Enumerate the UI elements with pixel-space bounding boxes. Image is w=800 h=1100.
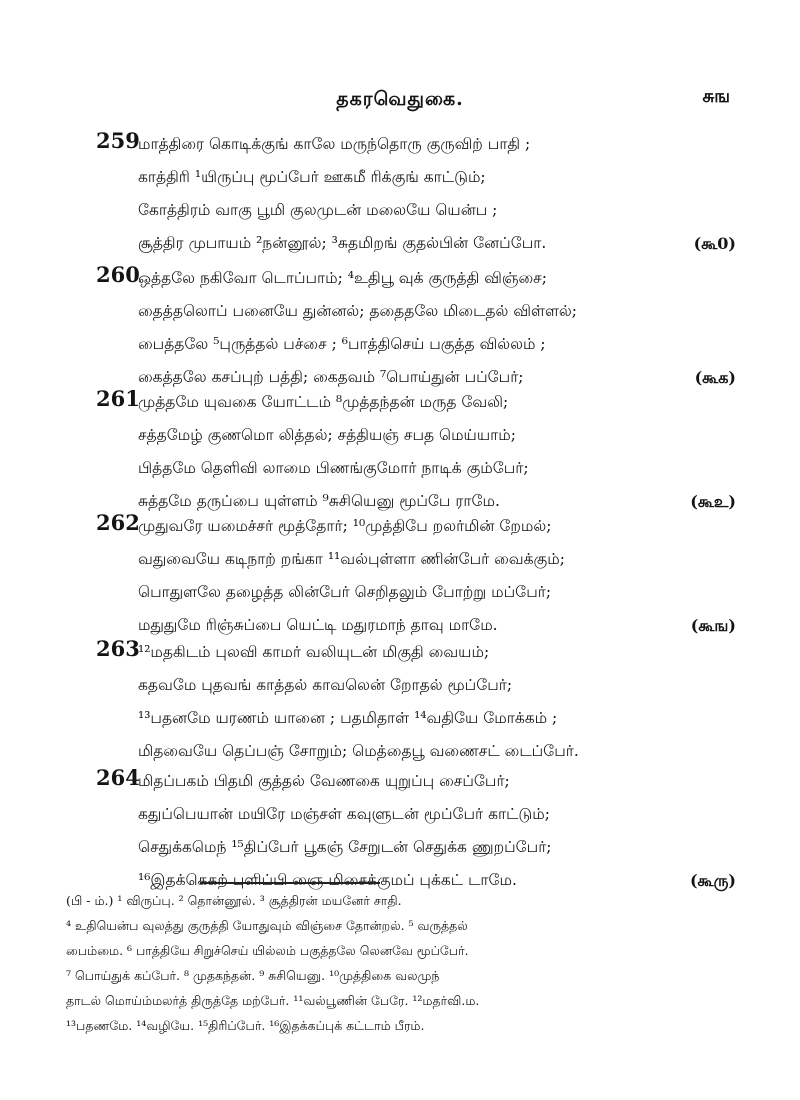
verse-line: பைத்தலே ⁵புருத்தல் பச்சை ; ⁶பாத்திசெய் பகுத்த வில்லம் ; bbox=[138, 335, 546, 353]
verse-line: கதுப்பெயான் மயிரே மஞ்சள் கவுளுடன் மூப்பேர் காட்டும்; bbox=[138, 805, 550, 823]
verse-line: சத்தமேழ் குணமொ லித்தல்; சத்தியஞ் சபத மெய்யாம்; bbox=[138, 426, 516, 444]
verse-line-text: மதுதுமே ரிஞ்சுப்பை யெட்டி மதுரமாந் தாவு மாமே. bbox=[138, 616, 498, 634]
verse-line: முதுவரே யமைச்சர் மூத்தோர்; ¹⁰முத்திபே றலர்மின் றேமல்; bbox=[138, 517, 552, 535]
verse-line: மிதப்பகம் பிதமி குத்தல் வேணகை யுறுப்பு சைப்பேர்; bbox=[138, 772, 510, 790]
verse-number: 263 bbox=[96, 636, 140, 661]
verse-number: 260 bbox=[96, 262, 140, 287]
footnotes bbox=[66, 888, 756, 1038]
verse-line: வதுவையே கடிநாற் றங்கா ¹¹வல்புள்ளா ணின்பேர் வைக்கும்; bbox=[138, 550, 565, 568]
verse-264 bbox=[96, 765, 736, 897]
verse-line-text: சுத்தமே தருப்பை யுள்ளம் ⁹சுசியெனு மூப்பே ராமே. bbox=[138, 492, 500, 510]
verse-number: 264 bbox=[96, 765, 140, 790]
footnote-line: தாடல் மொய்ம்மலர்த் திருத்தே மற்பேர். ¹¹வல்பூணின் பேரே. ¹²மதர்வி.ம. bbox=[66, 993, 480, 1008]
footnote-line: பைம்மை. ⁶ பாத்தியே சிறுச்செய் யில்லம் பகுத்தலே லெனவே மூப்பேர். bbox=[66, 943, 469, 958]
verse-line-text: மிதவையே தெப்பஞ் சோறும்; மெத்தைபூ வணைசட் டைப்பேர். bbox=[138, 742, 579, 760]
verse-line: ¹³பதனமே யரணம் யானை ; பதமிதாள் ¹⁴வதியே மோக்கம் ; bbox=[138, 709, 558, 727]
page-number: சுங bbox=[702, 86, 730, 107]
verse-line: ¹²மதகிடம் புலவி காமர் வலியுடன் மிகுதி வையம்; bbox=[138, 643, 490, 661]
verse-261 bbox=[96, 386, 736, 518]
verse-line-text: சூத்திர முபாயம் ²நன்னூல்; ³சுதமிறங் குதல்பின் னேப்போ. bbox=[138, 234, 547, 252]
verse-end-mark: (கூ0) bbox=[693, 234, 736, 253]
verse-line-last bbox=[138, 735, 736, 768]
verse-line: கோத்திரம் வாகு பூமி குலமுடன் மலையே யென்ப ; bbox=[138, 201, 498, 219]
verse-end-mark: (கூக) bbox=[694, 368, 736, 387]
footnote-line: (பி - ம்.) ¹ விருப்பு. ² தொன்னூல். ³ சூத்திரன் மயனேர் சாதி. bbox=[66, 893, 402, 908]
verse-number: 259 bbox=[96, 128, 140, 153]
verse-line: பித்தமே தெளிவி லாமை பிணங்குமோர் நாடிக் கும்பேர்; bbox=[138, 459, 529, 477]
verse-line: பொதுளலே தழைத்த லின்பேர் செறிதலும் போற்று மப்பேர்; bbox=[138, 583, 552, 601]
verse-end-mark: (கூங) bbox=[690, 616, 736, 635]
verse-line: செதுக்கமெந் ¹⁵திப்பேர் பூகஞ் சேறுடன் செதுக்க ணுறப்பேர்; bbox=[138, 838, 552, 856]
footnote-divider bbox=[200, 882, 380, 884]
verse-number: 261 bbox=[96, 386, 140, 411]
verse-line: முத்தமே யுவகை யோட்டம் ⁸முத்தந்தன் மருத வேலி; bbox=[138, 393, 509, 411]
footnote-line: ¹³பதணமே. ¹⁴வழியே. ¹⁵திரிப்பேர். ¹⁶இதக்கப்புக் கட்டாம் பீரம். bbox=[66, 1018, 425, 1033]
verse-line: தைத்தலொப் பனையே துன்னல்; ததைதலே மிடைதல் விள்ளல்; bbox=[138, 302, 578, 320]
verse-260 bbox=[96, 262, 736, 394]
footnote-line: ⁴ உதியென்ப வுலத்து குருத்தி யோதுவும் விஞ்சை தோன்றல். ⁵ வருத்தல் bbox=[66, 918, 468, 933]
verse-262 bbox=[96, 510, 736, 642]
verse-259 bbox=[96, 128, 736, 260]
verse-263 bbox=[96, 636, 736, 768]
verse-line: ஒத்தலே நகிவோ டொப்பாம்; ⁴உதிபூ வுக் குருத்தி விஞ்சை; bbox=[138, 269, 547, 287]
verse-line: காத்திரி ¹யிருப்பு மூப்பேர் ஊகமீ ரிக்குங் காட்டும்; bbox=[138, 168, 486, 186]
verse-line: மாத்திரை கொடிக்குங் காலே மருந்தொரு குருவிற் பாதி ; bbox=[138, 135, 531, 153]
verse-line-text: ¹⁶இதக்கெகற் புளிப்பி ஞை மிசைக்குமப் புக்கட் டாமே. bbox=[138, 871, 517, 889]
verse-line-text: கைத்தலே கசப்புற் பத்தி; கைதவம் ⁷பொய்துன் பப்பேர்; bbox=[138, 368, 524, 386]
page-header-title: தகரவெதுகை. bbox=[336, 88, 464, 110]
verse-end-mark: (கூரு) bbox=[689, 871, 736, 890]
verse-end-mark: (கூஉ) bbox=[690, 492, 736, 511]
verse-number: 262 bbox=[96, 510, 140, 535]
verse-line: கதவமே புதவங் காத்தல் காவலென் றோதல் மூப்பேர்; bbox=[138, 676, 513, 694]
verse-line-last bbox=[138, 227, 736, 260]
footnote-line: ⁷ பொய்துக் கப்பேர். ⁸ முதகந்தன். ⁹ சுசியெனு. ¹⁰முத்திகை வலமுந் bbox=[66, 968, 440, 983]
